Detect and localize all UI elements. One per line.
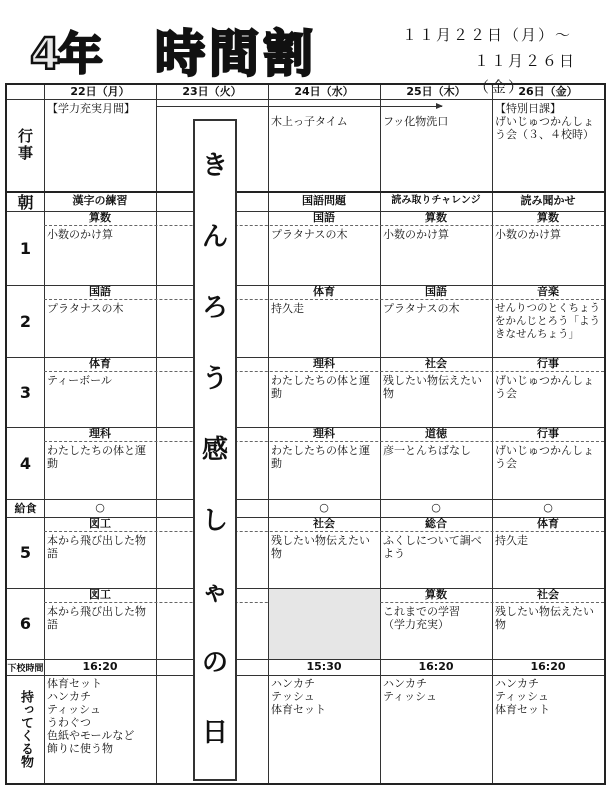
content-p1-mon: 小数のかけ算: [47, 228, 113, 241]
content-p2-wed: 持久走: [271, 302, 304, 315]
subject-p6-fri: 社会: [537, 588, 559, 601]
subject-p1-mon: 算数: [89, 211, 111, 224]
list-item: 飾りに使う物: [47, 742, 113, 755]
subject-p5-mon: 図工: [89, 517, 111, 530]
event-wed: 木上っ子タイム: [271, 115, 348, 128]
row-label-p2: 2: [19, 311, 32, 331]
morning-wed: 国語問題: [302, 194, 346, 207]
arrow-icon: [157, 106, 442, 107]
subject-p4-fri: 行事: [537, 427, 559, 440]
list-item: 体育セット: [47, 677, 102, 690]
subject-p2-fri: 音楽: [537, 285, 559, 298]
subject-p3-fri: 行事: [537, 357, 559, 370]
morning-thu: 読み取りチャレンジ: [391, 195, 481, 206]
subject-p5-wed: 社会: [313, 517, 335, 530]
content-p5-thu: ふくしについて調べよう: [383, 534, 482, 560]
dismissal-wed: 15:30: [306, 660, 342, 673]
row-label-dismissal: 下校時間: [7, 663, 44, 674]
content-p2-mon: プラタナスの木: [47, 302, 124, 315]
grade-label: 4年: [30, 29, 101, 80]
subject-p6-mon: 図工: [89, 588, 111, 601]
row-label-p5: 5: [19, 543, 32, 562]
subject-p3-mon: 体育: [89, 357, 111, 370]
subject-p1-wed: 国語: [313, 211, 335, 224]
banner-char: 日: [201, 718, 228, 749]
list-item: ティッシュ: [383, 690, 437, 703]
subject-p2-thu: 国語: [425, 285, 447, 298]
subject-p4-mon: 理科: [89, 427, 111, 440]
day-header-wed: 24日（水）: [294, 85, 354, 98]
list-item: ハンカチ: [47, 690, 91, 703]
subject-p1-fri: 算数: [537, 211, 559, 224]
subject-p2-mon: 国語: [89, 285, 111, 298]
day-header-tue: 23日（火）: [182, 85, 242, 98]
banner-char: ん: [201, 222, 228, 253]
subject-p4-thu: 道徳: [425, 427, 447, 440]
belongings-fri: [495, 677, 550, 716]
list-item: うわぐつ: [47, 716, 91, 729]
content-p4-thu: 彦一とんちばなし: [383, 444, 471, 457]
row-label-p3: 3: [19, 382, 32, 402]
list-item: テッシュ: [271, 690, 315, 703]
lunch-fri: ○: [543, 501, 553, 514]
morning-fri: 読み聞かせ: [520, 194, 576, 207]
content-p1-wed: プラタナスの木: [271, 228, 348, 241]
banner-char: 感: [201, 434, 228, 465]
dismissal-mon: 16:20: [82, 660, 118, 673]
content-p4-mon: わたしたちの体と運動: [47, 444, 146, 470]
banner-char: の: [201, 647, 228, 678]
subject-p3-thu: 社会: [425, 357, 447, 370]
row-label-p4: 4: [19, 453, 32, 473]
empty-cell-p6-wed: [269, 589, 380, 659]
list-item: ハンカチ: [383, 677, 427, 690]
content-p3-mon: ティーボール: [47, 374, 112, 387]
content-p1-thu: 小数のかけ算: [383, 228, 449, 241]
content-p3-fri: げいじゅつかんしょう会: [495, 374, 594, 400]
list-item: ハンカチ: [495, 677, 539, 690]
banner-char: き: [201, 151, 228, 182]
lunch-mon: ○: [95, 501, 105, 514]
row-label-lunch: 給食: [14, 502, 37, 515]
date-from: １１月２２日（月）～: [402, 26, 573, 44]
content-p4-fri: げいじゅつかんしょう会: [495, 444, 594, 470]
content-p3-wed: わたしたちの体と運動: [271, 374, 370, 400]
dismissal-thu: 16:20: [418, 660, 454, 673]
belongings-mon: [47, 677, 134, 755]
event-fri: 【特別日課】 げいじゅつかんしょう会（３、４校時）: [495, 102, 594, 141]
content-p6-thu: これまでの学習 （学力充実）: [383, 605, 460, 631]
subject-p5-thu: 総合: [425, 517, 447, 530]
timetable: [5, 83, 606, 785]
subject-p5-fri: 体育: [537, 517, 559, 530]
dismissal-fri: 16:20: [530, 660, 566, 673]
content-p5-mon: 本から飛び出した物語: [47, 534, 146, 560]
list-item: ティッシュ: [47, 703, 101, 716]
banner-char: し: [201, 505, 228, 536]
content-p1-fri: 小数のかけ算: [495, 228, 561, 241]
event-mon: 【学力充実月間】: [47, 102, 135, 115]
subject-p1-thu: 算数: [425, 211, 447, 224]
subject-p6-thu: 算数: [425, 588, 447, 601]
lunch-thu: ○: [431, 501, 441, 514]
row-label-p1: 1: [19, 238, 32, 258]
content-p5-fri: 持久走: [495, 534, 528, 547]
banner-char: ゃ: [201, 576, 228, 607]
row-label-events: 行事: [16, 128, 34, 162]
subject-p4-wed: 理科: [313, 427, 335, 440]
content-p3-thu: 残したい物伝えたい物: [383, 374, 482, 400]
content-p6-mon: 本から飛び出した物語: [47, 605, 146, 631]
row-label-morning: 朝: [17, 192, 34, 212]
banner-char: ろ: [201, 293, 228, 324]
holiday-banner: [193, 119, 237, 781]
content-p2-fri: せんりつのとくちょうをかんじとろう「ようきなせんちょう」: [495, 302, 600, 340]
morning-mon: 漢字の練習: [72, 194, 128, 207]
list-item: 体育セット: [495, 703, 550, 716]
subject-p3-wed: 理科: [313, 357, 335, 370]
list-item: 体育セット: [271, 703, 326, 716]
subject-p2-wed: 体育: [313, 285, 335, 298]
belongings-thu: [383, 677, 437, 703]
day-header-fri: 26日（金）: [518, 85, 578, 98]
day-header-thu: 25日（木）: [406, 85, 466, 98]
day-header-mon: 22日（月）: [70, 85, 130, 98]
banner-char: う: [201, 364, 228, 395]
list-item: ハンカチ: [271, 677, 315, 690]
event-thu: フッ化物洗口: [383, 115, 449, 128]
content-p4-wed: わたしたちの体と運動: [271, 444, 370, 470]
row-label-p6: 6: [19, 614, 32, 633]
list-item: 色紙やモールなど: [47, 729, 135, 742]
content-p5-wed: 残したい物伝えたい物: [271, 534, 370, 560]
page-title: 時間割: [155, 25, 317, 83]
date-to: １１月２６日（金）: [474, 52, 577, 96]
belongings-wed: [271, 677, 326, 716]
row-label-belongings: 持ってくる物: [18, 690, 33, 768]
content-p2-thu: プラタナスの木: [383, 302, 460, 315]
content-p6-fri: 残したい物伝えたい物: [495, 605, 594, 631]
lunch-wed: ○: [319, 501, 329, 514]
list-item: ティッシュ: [495, 690, 549, 703]
